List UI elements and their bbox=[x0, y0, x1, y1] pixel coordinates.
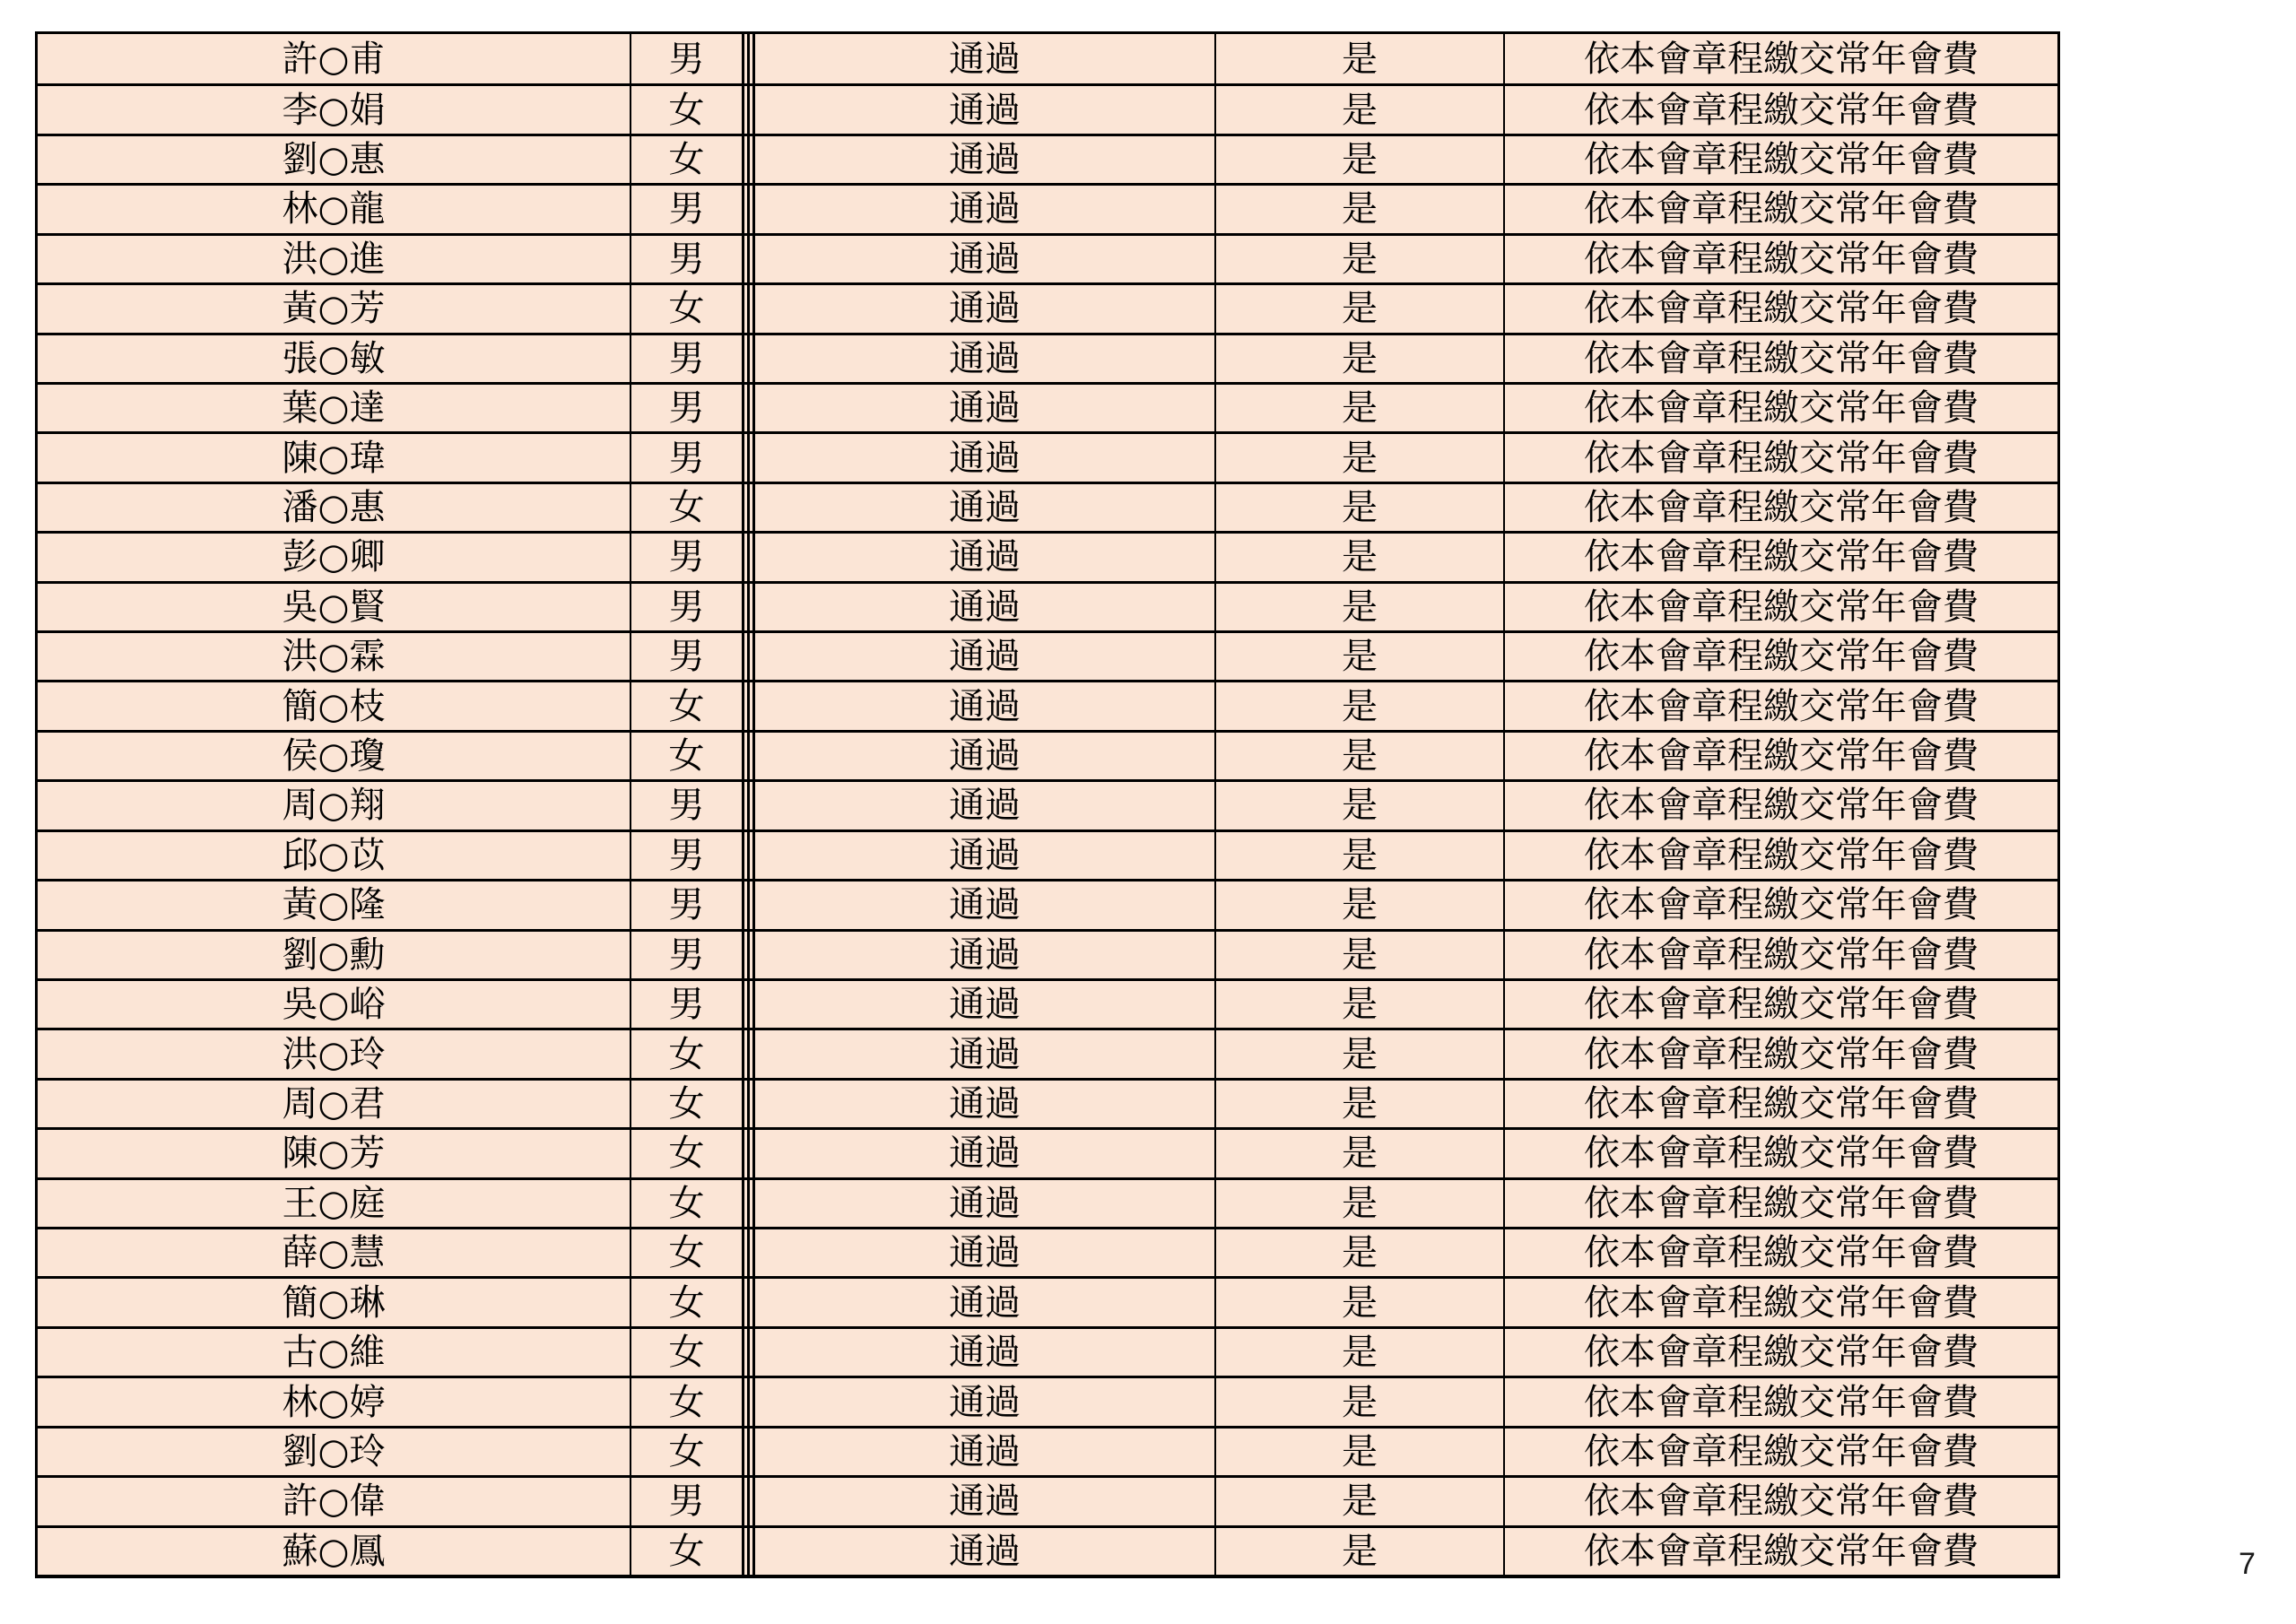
cell-review-result: 通過 bbox=[755, 236, 1216, 282]
cell-note: 依本會章程繳交常年會費 bbox=[1505, 1279, 2057, 1325]
double-border-divider bbox=[742, 385, 755, 431]
cell-note: 依本會章程繳交常年會費 bbox=[1505, 981, 2057, 1028]
cell-fee-paid: 是 bbox=[1216, 34, 1505, 83]
double-border-divider bbox=[742, 1081, 755, 1127]
cell-review-result: 通過 bbox=[755, 1528, 1216, 1575]
cell-gender: 男 bbox=[631, 434, 742, 481]
cell-gender: 女 bbox=[631, 1081, 742, 1127]
double-border-divider bbox=[742, 434, 755, 481]
cell-member-name: 邱○苡 bbox=[38, 832, 631, 879]
double-border-divider bbox=[742, 1180, 755, 1227]
cell-member-name: 吳○峪 bbox=[38, 981, 631, 1028]
table-row bbox=[38, 730, 2057, 779]
cell-note: 依本會章程繳交常年會費 bbox=[1505, 832, 2057, 879]
double-border-divider bbox=[742, 1478, 755, 1524]
double-border-divider bbox=[742, 1329, 755, 1376]
double-border-divider bbox=[742, 584, 755, 630]
cell-note: 依本會章程繳交常年會費 bbox=[1505, 434, 2057, 481]
cell-note: 依本會章程繳交常年會費 bbox=[1505, 385, 2057, 431]
table-row bbox=[38, 1028, 2057, 1077]
cell-fee-paid: 是 bbox=[1216, 682, 1505, 729]
cell-member-name: 王○庭 bbox=[38, 1180, 631, 1227]
cell-fee-paid: 是 bbox=[1216, 1429, 1505, 1475]
cell-gender: 女 bbox=[631, 1030, 742, 1077]
cell-gender: 女 bbox=[631, 1229, 742, 1276]
membership-table bbox=[35, 31, 2060, 1578]
cell-gender: 男 bbox=[631, 236, 742, 282]
table-row bbox=[38, 1227, 2057, 1276]
cell-member-name: 葉○達 bbox=[38, 385, 631, 431]
table-row bbox=[38, 929, 2057, 978]
cell-gender: 女 bbox=[631, 1180, 742, 1227]
cell-member-name: 劉○勳 bbox=[38, 932, 631, 978]
cell-review-result: 通過 bbox=[755, 1229, 1216, 1276]
cell-fee-paid: 是 bbox=[1216, 86, 1505, 133]
double-border-divider bbox=[742, 186, 755, 232]
table-row bbox=[38, 531, 2057, 580]
cell-fee-paid: 是 bbox=[1216, 335, 1505, 382]
cell-note: 依本會章程繳交常年會費 bbox=[1505, 186, 2057, 232]
cell-fee-paid: 是 bbox=[1216, 584, 1505, 630]
cell-note: 依本會章程繳交常年會費 bbox=[1505, 86, 2057, 133]
cell-fee-paid: 是 bbox=[1216, 1478, 1505, 1524]
cell-fee-paid: 是 bbox=[1216, 1130, 1505, 1177]
cell-fee-paid: 是 bbox=[1216, 881, 1505, 928]
table-row bbox=[38, 1078, 2057, 1127]
double-border-divider bbox=[742, 1528, 755, 1575]
cell-gender: 女 bbox=[631, 285, 742, 332]
table-row bbox=[38, 34, 2057, 83]
cell-review-result: 通過 bbox=[755, 434, 1216, 481]
cell-note: 依本會章程繳交常年會費 bbox=[1505, 534, 2057, 580]
table-row bbox=[38, 1525, 2057, 1575]
cell-fee-paid: 是 bbox=[1216, 1378, 1505, 1425]
double-border-divider bbox=[742, 285, 755, 332]
cell-member-name: 張○敏 bbox=[38, 335, 631, 382]
cell-fee-paid: 是 bbox=[1216, 236, 1505, 282]
double-border-divider bbox=[742, 1378, 755, 1425]
cell-fee-paid: 是 bbox=[1216, 633, 1505, 680]
cell-gender: 女 bbox=[631, 484, 742, 531]
cell-gender: 男 bbox=[631, 881, 742, 928]
double-border-divider bbox=[742, 1279, 755, 1325]
cell-member-name: 周○君 bbox=[38, 1081, 631, 1127]
double-border-divider bbox=[742, 733, 755, 779]
cell-gender: 女 bbox=[631, 682, 742, 729]
cell-member-name: 林○龍 bbox=[38, 186, 631, 232]
cell-gender: 男 bbox=[631, 534, 742, 580]
cell-member-name: 薛○慧 bbox=[38, 1229, 631, 1276]
cell-member-name: 劉○玲 bbox=[38, 1429, 631, 1475]
cell-fee-paid: 是 bbox=[1216, 782, 1505, 829]
cell-note: 依本會章程繳交常年會費 bbox=[1505, 1229, 2057, 1276]
table-row bbox=[38, 630, 2057, 680]
cell-member-name: 簡○枝 bbox=[38, 682, 631, 729]
cell-fee-paid: 是 bbox=[1216, 534, 1505, 580]
cell-member-name: 蘇○鳳 bbox=[38, 1528, 631, 1575]
cell-review-result: 通過 bbox=[755, 733, 1216, 779]
table-row bbox=[38, 431, 2057, 481]
cell-gender: 女 bbox=[631, 1130, 742, 1177]
table-row bbox=[38, 233, 2057, 282]
cell-fee-paid: 是 bbox=[1216, 285, 1505, 332]
cell-member-name: 陳○瑋 bbox=[38, 434, 631, 481]
cell-member-name: 簡○琳 bbox=[38, 1279, 631, 1325]
cell-note: 依本會章程繳交常年會費 bbox=[1505, 682, 2057, 729]
cell-review-result: 通過 bbox=[755, 335, 1216, 382]
cell-review-result: 通過 bbox=[755, 584, 1216, 630]
double-border-divider bbox=[742, 534, 755, 580]
table-row bbox=[38, 829, 2057, 879]
cell-fee-paid: 是 bbox=[1216, 385, 1505, 431]
cell-review-result: 通過 bbox=[755, 385, 1216, 431]
cell-fee-paid: 是 bbox=[1216, 484, 1505, 531]
cell-gender: 女 bbox=[631, 1429, 742, 1475]
double-border-divider bbox=[742, 335, 755, 382]
cell-review-result: 通過 bbox=[755, 484, 1216, 531]
cell-gender: 女 bbox=[631, 1329, 742, 1376]
cell-review-result: 通過 bbox=[755, 1478, 1216, 1524]
cell-member-name: 李○娟 bbox=[38, 86, 631, 133]
cell-review-result: 通過 bbox=[755, 682, 1216, 729]
cell-note: 依本會章程繳交常年會費 bbox=[1505, 1528, 2057, 1575]
cell-note: 依本會章程繳交常年會費 bbox=[1505, 1329, 2057, 1376]
cell-note: 依本會章程繳交常年會費 bbox=[1505, 285, 2057, 332]
table-row bbox=[38, 83, 2057, 133]
double-border-divider bbox=[742, 932, 755, 978]
table-row bbox=[38, 1475, 2057, 1524]
cell-member-name: 許○偉 bbox=[38, 1478, 631, 1524]
cell-fee-paid: 是 bbox=[1216, 932, 1505, 978]
cell-fee-paid: 是 bbox=[1216, 981, 1505, 1028]
cell-review-result: 通過 bbox=[755, 832, 1216, 879]
table-row bbox=[38, 680, 2057, 729]
cell-gender: 女 bbox=[631, 1378, 742, 1425]
cell-fee-paid: 是 bbox=[1216, 186, 1505, 232]
table-row bbox=[38, 282, 2057, 332]
cell-note: 依本會章程繳交常年會費 bbox=[1505, 1081, 2057, 1127]
cell-member-name: 劉○惠 bbox=[38, 136, 631, 183]
cell-note: 依本會章程繳交常年會費 bbox=[1505, 236, 2057, 282]
cell-member-name: 林○婷 bbox=[38, 1378, 631, 1425]
cell-review-result: 通過 bbox=[755, 1180, 1216, 1227]
cell-fee-paid: 是 bbox=[1216, 832, 1505, 879]
cell-note: 依本會章程繳交常年會費 bbox=[1505, 633, 2057, 680]
cell-review-result: 通過 bbox=[755, 881, 1216, 928]
cell-fee-paid: 是 bbox=[1216, 1329, 1505, 1376]
cell-gender: 女 bbox=[631, 1279, 742, 1325]
cell-gender: 男 bbox=[631, 385, 742, 431]
cell-gender: 男 bbox=[631, 932, 742, 978]
table-row bbox=[38, 1127, 2057, 1177]
cell-note: 依本會章程繳交常年會費 bbox=[1505, 881, 2057, 928]
double-border-divider bbox=[742, 782, 755, 829]
double-border-divider bbox=[742, 484, 755, 531]
table-row bbox=[38, 183, 2057, 232]
table-row bbox=[38, 1426, 2057, 1475]
cell-review-result: 通過 bbox=[755, 1130, 1216, 1177]
cell-member-name: 吳○賢 bbox=[38, 584, 631, 630]
cell-note: 依本會章程繳交常年會費 bbox=[1505, 1130, 2057, 1177]
cell-gender: 男 bbox=[631, 832, 742, 879]
double-border-divider bbox=[742, 682, 755, 729]
cell-gender: 女 bbox=[631, 136, 742, 183]
cell-fee-paid: 是 bbox=[1216, 434, 1505, 481]
cell-gender: 女 bbox=[631, 1528, 742, 1575]
cell-fee-paid: 是 bbox=[1216, 1081, 1505, 1127]
double-border-divider bbox=[742, 86, 755, 133]
cell-member-name: 彭○卿 bbox=[38, 534, 631, 580]
cell-note: 依本會章程繳交常年會費 bbox=[1505, 733, 2057, 779]
cell-member-name: 侯○瓊 bbox=[38, 733, 631, 779]
cell-member-name: 潘○惠 bbox=[38, 484, 631, 531]
cell-review-result: 通過 bbox=[755, 981, 1216, 1028]
cell-review-result: 通過 bbox=[755, 633, 1216, 680]
cell-review-result: 通過 bbox=[755, 1030, 1216, 1077]
table-row bbox=[38, 1376, 2057, 1425]
cell-member-name: 周○翔 bbox=[38, 782, 631, 829]
table-row bbox=[38, 382, 2057, 431]
cell-note: 依本會章程繳交常年會費 bbox=[1505, 1478, 2057, 1524]
cell-note: 依本會章程繳交常年會費 bbox=[1505, 1030, 2057, 1077]
double-border-divider bbox=[742, 1030, 755, 1077]
cell-fee-paid: 是 bbox=[1216, 1528, 1505, 1575]
cell-gender: 女 bbox=[631, 733, 742, 779]
cell-fee-paid: 是 bbox=[1216, 1229, 1505, 1276]
cell-fee-paid: 是 bbox=[1216, 136, 1505, 183]
table-row bbox=[38, 1177, 2057, 1227]
cell-gender: 男 bbox=[631, 584, 742, 630]
cell-review-result: 通過 bbox=[755, 136, 1216, 183]
cell-gender: 女 bbox=[631, 86, 742, 133]
cell-gender: 男 bbox=[631, 981, 742, 1028]
cell-review-result: 通過 bbox=[755, 1081, 1216, 1127]
cell-note: 依本會章程繳交常年會費 bbox=[1505, 584, 2057, 630]
table-row bbox=[38, 482, 2057, 531]
table-row bbox=[38, 779, 2057, 829]
cell-member-name: 洪○玲 bbox=[38, 1030, 631, 1077]
cell-review-result: 通過 bbox=[755, 1378, 1216, 1425]
cell-review-result: 通過 bbox=[755, 534, 1216, 580]
table-row bbox=[38, 134, 2057, 183]
cell-review-result: 通過 bbox=[755, 1329, 1216, 1376]
cell-gender: 男 bbox=[631, 34, 742, 83]
cell-fee-paid: 是 bbox=[1216, 1180, 1505, 1227]
cell-member-name: 許○甫 bbox=[38, 34, 631, 83]
cell-gender: 男 bbox=[631, 1478, 742, 1524]
cell-member-name: 洪○霖 bbox=[38, 633, 631, 680]
cell-review-result: 通過 bbox=[755, 285, 1216, 332]
cell-note: 依本會章程繳交常年會費 bbox=[1505, 1429, 2057, 1475]
double-border-divider bbox=[742, 981, 755, 1028]
cell-member-name: 黃○芳 bbox=[38, 285, 631, 332]
table-row bbox=[38, 879, 2057, 928]
double-border-divider bbox=[742, 633, 755, 680]
cell-review-result: 通過 bbox=[755, 932, 1216, 978]
cell-note: 依本會章程繳交常年會費 bbox=[1505, 1180, 2057, 1227]
cell-note: 依本會章程繳交常年會費 bbox=[1505, 34, 2057, 83]
table-row bbox=[38, 581, 2057, 630]
table-row bbox=[38, 1326, 2057, 1376]
cell-gender: 男 bbox=[631, 335, 742, 382]
cell-review-result: 通過 bbox=[755, 34, 1216, 83]
cell-member-name: 洪○進 bbox=[38, 236, 631, 282]
cell-fee-paid: 是 bbox=[1216, 733, 1505, 779]
cell-review-result: 通過 bbox=[755, 186, 1216, 232]
cell-review-result: 通過 bbox=[755, 1279, 1216, 1325]
cell-gender: 男 bbox=[631, 633, 742, 680]
double-border-divider bbox=[742, 136, 755, 183]
cell-fee-paid: 是 bbox=[1216, 1030, 1505, 1077]
cell-note: 依本會章程繳交常年會費 bbox=[1505, 782, 2057, 829]
cell-note: 依本會章程繳交常年會費 bbox=[1505, 1378, 2057, 1425]
cell-member-name: 陳○芳 bbox=[38, 1130, 631, 1177]
double-border-divider bbox=[742, 1229, 755, 1276]
double-border-divider bbox=[742, 1429, 755, 1475]
cell-member-name: 黃○隆 bbox=[38, 881, 631, 928]
cell-gender: 男 bbox=[631, 186, 742, 232]
cell-gender: 男 bbox=[631, 782, 742, 829]
cell-member-name: 古○維 bbox=[38, 1329, 631, 1376]
double-border-divider bbox=[742, 236, 755, 282]
table-row bbox=[38, 333, 2057, 382]
table-row bbox=[38, 978, 2057, 1028]
cell-note: 依本會章程繳交常年會費 bbox=[1505, 932, 2057, 978]
double-border-divider bbox=[742, 34, 755, 83]
cell-note: 依本會章程繳交常年會費 bbox=[1505, 136, 2057, 183]
cell-review-result: 通過 bbox=[755, 782, 1216, 829]
cell-note: 依本會章程繳交常年會費 bbox=[1505, 335, 2057, 382]
double-border-divider bbox=[742, 1130, 755, 1177]
double-border-divider bbox=[742, 832, 755, 879]
cell-fee-paid: 是 bbox=[1216, 1279, 1505, 1325]
cell-review-result: 通過 bbox=[755, 1429, 1216, 1475]
table-row bbox=[38, 1276, 2057, 1325]
double-border-divider bbox=[742, 881, 755, 928]
cell-note: 依本會章程繳交常年會費 bbox=[1505, 484, 2057, 531]
cell-review-result: 通過 bbox=[755, 86, 1216, 133]
page-number: 7 bbox=[2239, 1547, 2256, 1581]
